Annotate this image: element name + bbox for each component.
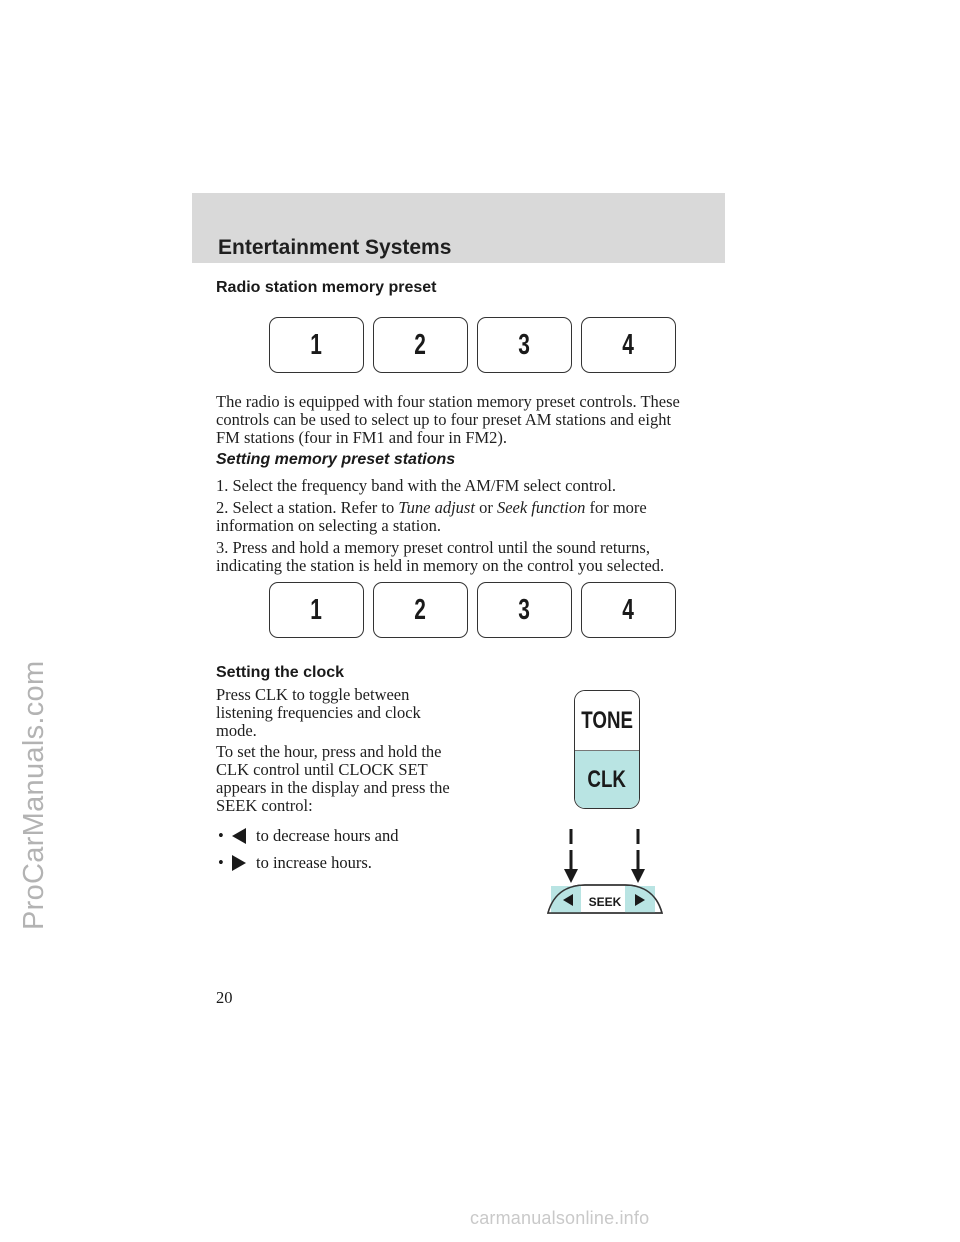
clk-button: CLK — [575, 751, 639, 809]
preset-button-1: 1 — [269, 317, 364, 373]
tone-button: TONE — [575, 691, 639, 751]
preset-button-3: 3 — [477, 582, 572, 638]
bullet-decrease-hours: • to decrease hours and — [218, 826, 399, 845]
seek-diagram — [540, 825, 670, 917]
footer-watermark: carmanualsonline.info — [470, 1208, 650, 1228]
page-title: Entertainment Systems — [218, 236, 452, 259]
right-triangle-icon — [232, 855, 246, 871]
preset-button-2: 2 — [373, 582, 468, 638]
section-heading-setting-presets: Setting memory preset stations — [216, 451, 456, 468]
left-triangle-icon — [232, 828, 246, 844]
preset-button-4: 4 — [581, 582, 676, 638]
side-watermark: ProCarManuals.com — [18, 660, 50, 930]
step-2: 2. Select a station. Refer to Tune adjust or Seek function for more information on selecting a station. — [216, 498, 647, 535]
down-arrow-right — [631, 829, 645, 883]
preset-button-2: 2 — [373, 317, 468, 373]
preset-button-4: 4 — [581, 317, 676, 373]
step-3: 3. Press and hold a memory preset control until the sound returns, indicating the station is held in memory on the control you selected. — [216, 538, 665, 575]
step-1: 1. Select the frequency band with the AM/FM select control. — [216, 476, 617, 495]
bullet-increase-hours: • to increase hours. — [218, 853, 372, 872]
clock-paragraph-2: To set the hour, press and hold the CLK control until CLOCK SET appears in the display and press the SEEK control: — [216, 742, 450, 815]
down-arrow-left — [564, 829, 578, 883]
clock-paragraph-1: Press CLK to toggle between listening frequencies and clock mode. — [216, 685, 421, 740]
tone-clk-control — [574, 690, 640, 809]
memory-preset-paragraph: The radio is equipped with four station memory preset controls. These controls can be used to select up to four preset AM stations and eight FM stations (four in FM1 and four in FM2). — [216, 392, 680, 447]
tune-adjust-reference: Tune adjust — [398, 498, 475, 517]
preset-buttons-row-2 — [269, 582, 676, 638]
preset-button-3: 3 — [477, 317, 572, 373]
preset-buttons-row-1 — [269, 317, 676, 373]
seek-label: SEEK — [588, 895, 622, 909]
section-heading-clock: Setting the clock — [216, 664, 345, 681]
section-heading-memory-preset: Radio station memory preset — [216, 279, 437, 296]
preset-button-1: 1 — [269, 582, 364, 638]
page-number: 20 — [216, 988, 233, 1007]
seek-function-reference: Seek function — [496, 498, 586, 517]
